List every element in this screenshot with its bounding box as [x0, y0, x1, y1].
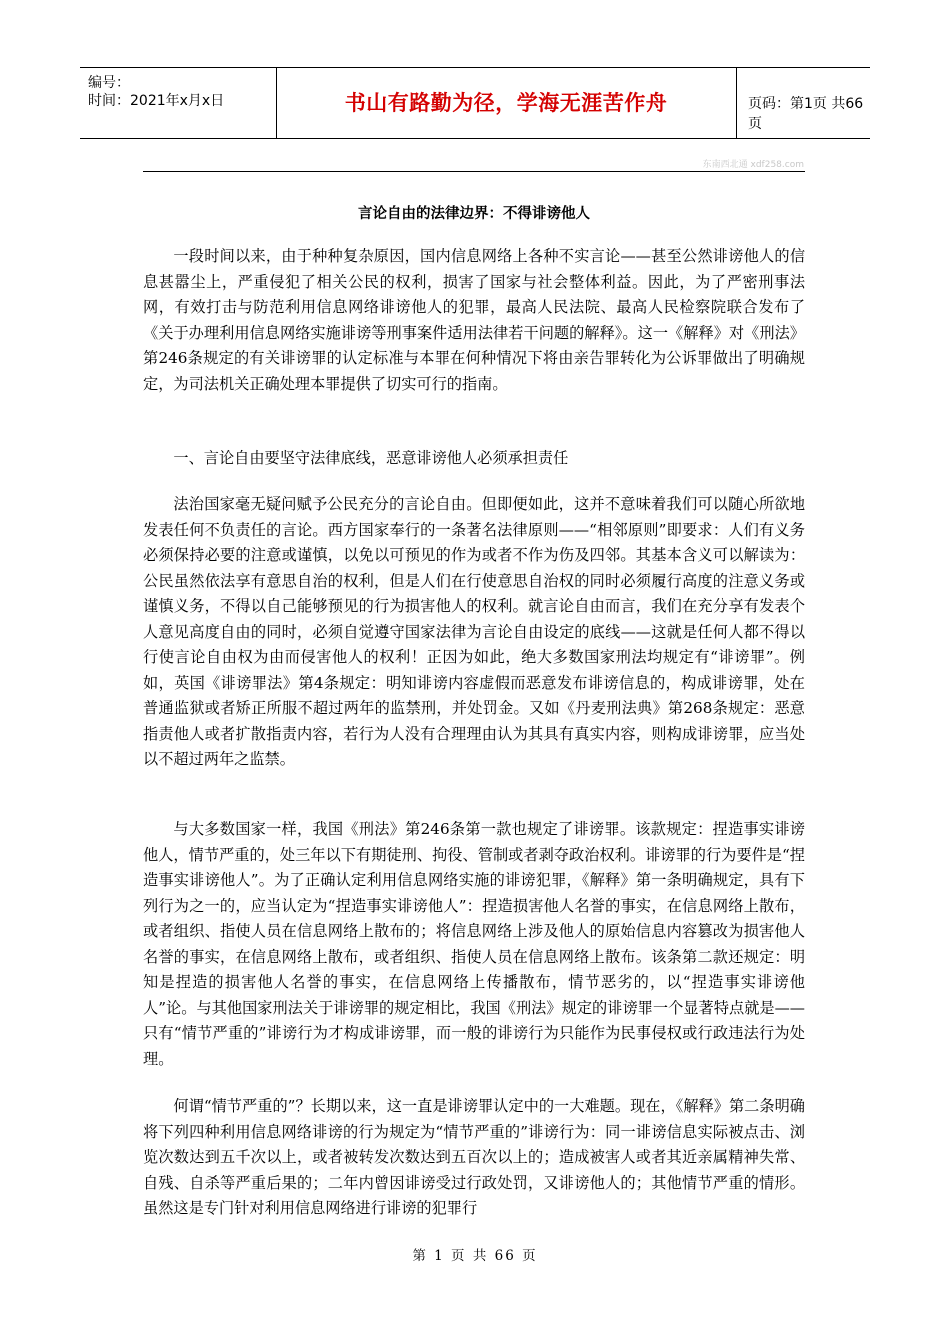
document-title: 言论自由的法律边界：不得诽谤他人 [358, 206, 590, 222]
paragraph-intro: 一段时间以来，由于种种复杂原因，国内信息网络上各种不实言论——甚至公然诽谤他人的信息甚嚣尘上，严重侵犯了相关公民的权利，损害了国家与社会整体利益。因此，为了严密刑事法网，有效打击与防范利用信息网络诽谤他人的犯罪，最高人民法院、最高人民检察院联合发布了《关于办理利用信息网络实施诽谤等刑事案件适用法律若干问题的解释》。这一《解释》对《刑法》第246条规定的有关诽谤罪的认定标准与本罪在何种情况下将由亲告罪转化为公诉罪做出了明确规定，为司法机关正确处理本罪提供了切实可行的指南。 [143, 247, 805, 393]
paragraph-3: 与大多数国家一样，我国《刑法》第246条第一款也规定了诽谤罪。该款规定：捏造事实诽谤他人，情节严重的，处三年以下有期徒刑、拘役、管制或者剥夺政治权利。诽谤罪的行为要件是“捏造事实诽谤他人”。为了正确认定利用信息网络实施的诽谤犯罪，《解释》第一条明确规定，具有下列行为之一的，应当认定为“捏造事实诽谤他人”：捏造损害他人名誉的事实，在信息网络上散布，或者组织、指使人员在信息网络上散布的；将信息网络上涉及他人的原始信息内容篡改为损害他人名誉的事实，在信息网络上散布，或者组织、指使人员在信息网络上散布。该条第二款还规定：明知是捏造的损害他人名誉的事实，在信息网络上传播散布，情节恶劣的，以“捏造事实诽谤他人”论。与其他国家刑法关于诽谤罪的规定相比，我国《刑法》规定的诽谤罪一个显著特点就是——只有“情节严重的”诽谤行为才构成诽谤罪，而一般的诽谤行为只能作为民事侵权或行政违法行为处理。 [143, 820, 805, 1068]
header-rule [143, 171, 805, 172]
motto: 书山有路勤为径，学海无涯苦作舟 [344, 91, 668, 115]
header-meta-cell [80, 68, 277, 138]
paragraph-4: 何谓“情节严重的”？长期以来，这一直是诽谤罪认定中的一大难题。现在，《解释》第二条明确将下列四种利用信息网络诽谤的行为规定为“情节严重的”诽谤行为：同一诽谤信息实际被点击、浏览次数达到五千次以上，或者被转发次数达到五百次以上的；造成被害人或者其近亲属精神失常、自残、自杀等严重后果的；二年内曾因诽谤受过行政处罚，又诽谤他人的；其他情节严重的情形。虽然这是专门针对利用信息网络进行诽谤的犯罪行 [143, 1097, 805, 1217]
number-label: 编号： [88, 75, 130, 91]
header-table [80, 67, 870, 139]
page-code: 页码：第1页 共66页 [748, 96, 864, 132]
date-line: 时间：2021年x月x日 [88, 93, 225, 109]
paragraph-2: 法治国家毫无疑问赋予公民充分的言论自由。但即便如此，这并不意味着我们可以随心所欲地发表任何不负责任的言论。西方国家奉行的一条著名法律原则——“相邻原则”即要求：人们有义务必须保持必要的注意或谨慎，以免以可预见的作为或者不作为伤及四邻。其基本含义可以解读为：公民虽然依法享有意思自治的权利，但是人们在行使意思自治权的同时必须履行高度的注意义务或谨慎义务，不得以自己能够预见的行为损害他人的权利。就言论自由而言，我们在充分享有发表个人意见高度自由的同时，必须自觉遵守国家法律为言论自由设定的底线——这就是任何人都不得以行使言论自由权为由而侵害他人的权利！正因为如此，绝大多数国家刑法均规定有“诽谤罪”。例如，英国《诽谤罪法》第4条规定：明知诽谤内容虚假而恶意发布诽谤信息的，构成诽谤罪，处在普通监狱或者矫正所服不超过两年的监禁刑，并处罚金。又如《丹麦刑法典》第268条规定：恶意指责他人或者扩散指责内容，若行为人没有合理理由认为其具有真实内容，则构成诽谤罪，应当处以不超过两年之监禁。 [143, 495, 805, 768]
page-footer: 第 1 页 共 66 页 [412, 1248, 538, 1264]
watermark: 东南西北通 xdf258.com [702, 160, 804, 170]
header-page-cell [736, 68, 870, 138]
header-motto-cell [276, 68, 737, 138]
section-heading-1: 一、言论自由要坚守法律底线，恶意诽谤他人必须承担责任 [173, 449, 569, 467]
